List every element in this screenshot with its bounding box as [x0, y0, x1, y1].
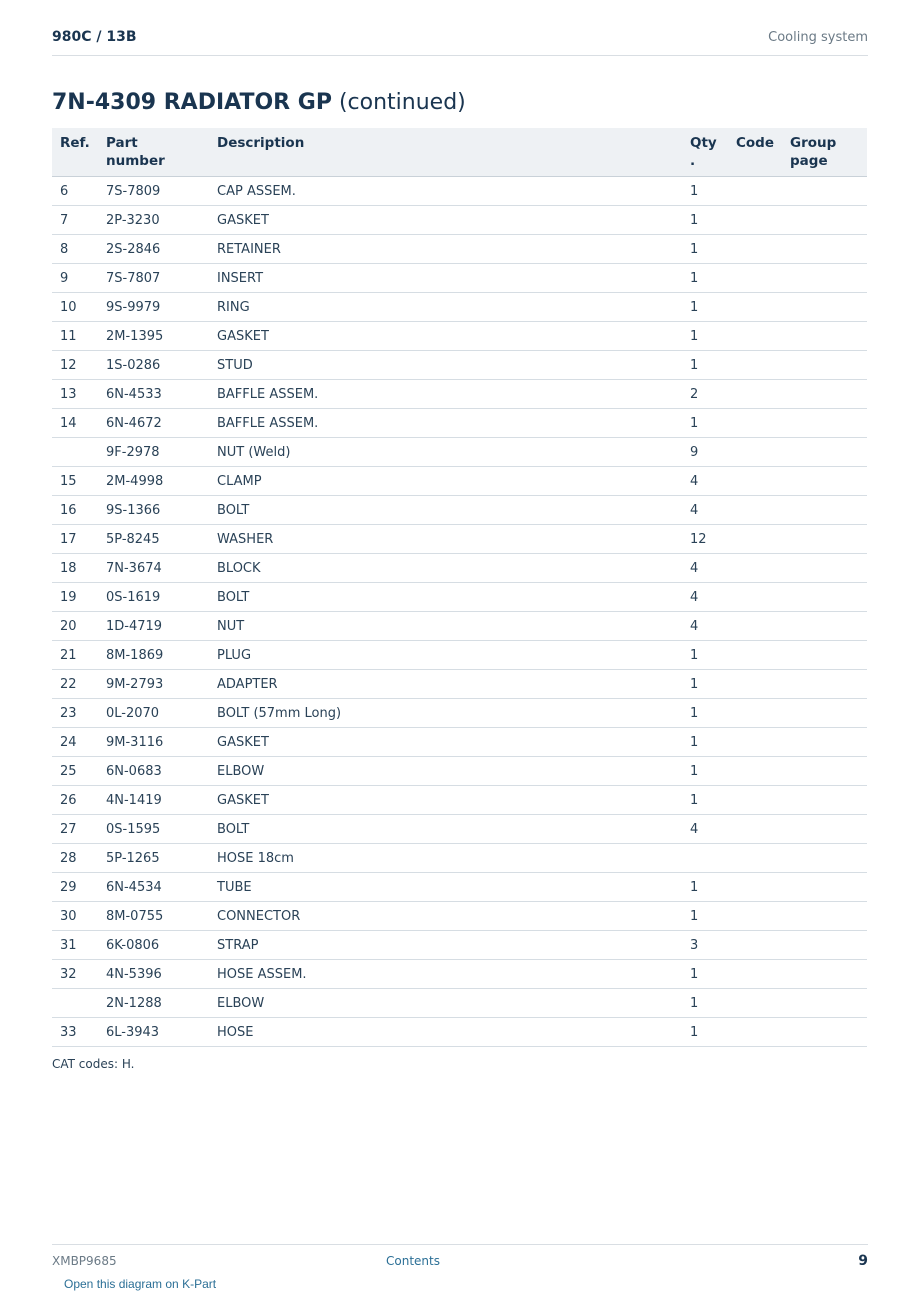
table-header-row: [52, 128, 867, 177]
cell-description: STUD: [209, 351, 682, 380]
cell-part-number: 9M-3116: [98, 728, 209, 757]
cell-code: [728, 728, 782, 757]
cell-qty: 9: [682, 438, 728, 467]
table-row: [52, 728, 867, 757]
cell-ref: 26: [52, 786, 98, 815]
cell-ref: 30: [52, 902, 98, 931]
cell-part-number: 7N-3674: [98, 554, 209, 583]
cell-qty: 1: [682, 670, 728, 699]
cell-part-number: 6K-0806: [98, 931, 209, 960]
cell-qty: 1: [682, 409, 728, 438]
cell-description: TUBE: [209, 873, 682, 902]
cell-description: ADAPTER: [209, 670, 682, 699]
cell-description: RING: [209, 293, 682, 322]
cell-part-number: 8M-1869: [98, 641, 209, 670]
cell-description: BAFFLE ASSEM.: [209, 380, 682, 409]
cell-group-page: [782, 902, 867, 931]
cell-description: BLOCK: [209, 554, 682, 583]
table-row: [52, 989, 867, 1018]
cell-ref: 27: [52, 815, 98, 844]
cell-description: RETAINER: [209, 235, 682, 264]
page-title: [52, 90, 466, 115]
cell-group-page: [782, 612, 867, 641]
cell-code: [728, 380, 782, 409]
cell-ref: 16: [52, 496, 98, 525]
cell-qty: 1: [682, 757, 728, 786]
cell-group-page: [782, 235, 867, 264]
cell-group-page: [782, 467, 867, 496]
cell-part-number: 2S-2846: [98, 235, 209, 264]
cell-group-page: [782, 728, 867, 757]
table-row: [52, 293, 867, 322]
cell-group-page: [782, 583, 867, 612]
cell-code: [728, 206, 782, 235]
title-suffix: (continued): [338, 90, 466, 115]
cell-code: [728, 438, 782, 467]
cell-qty: 1: [682, 293, 728, 322]
column-header-code: Code: [728, 128, 782, 177]
table-row: [52, 670, 867, 699]
table-row: [52, 380, 867, 409]
table-row: [52, 1018, 867, 1047]
cell-ref: 8: [52, 235, 98, 264]
cell-code: [728, 960, 782, 989]
cell-ref: 19: [52, 583, 98, 612]
table-row: [52, 206, 867, 235]
cell-part-number: 4N-5396: [98, 960, 209, 989]
table-row: [52, 699, 867, 728]
cell-part-number: 2N-1288: [98, 989, 209, 1018]
cell-part-number: 7S-7809: [98, 177, 209, 206]
cell-code: [728, 815, 782, 844]
cell-code: [728, 757, 782, 786]
cell-description: WASHER: [209, 525, 682, 554]
cell-qty: 1: [682, 1018, 728, 1047]
cell-description: BOLT (57mm Long): [209, 699, 682, 728]
cell-part-number: 7S-7807: [98, 264, 209, 293]
cell-description: HOSE 18cm: [209, 844, 682, 873]
cell-code: [728, 409, 782, 438]
table-row: [52, 786, 867, 815]
cell-description: NUT: [209, 612, 682, 641]
cell-description: NUT (Weld): [209, 438, 682, 467]
cell-qty: 1: [682, 786, 728, 815]
table-row: [52, 525, 867, 554]
parts-table: [52, 128, 867, 1047]
cell-description: GASKET: [209, 322, 682, 351]
cell-part-number: 8M-0755: [98, 902, 209, 931]
cell-ref: [52, 989, 98, 1018]
table-row: [52, 351, 867, 380]
cell-description: BOLT: [209, 583, 682, 612]
cell-code: [728, 177, 782, 206]
cell-group-page: [782, 264, 867, 293]
table-row: [52, 322, 867, 351]
cell-code: [728, 989, 782, 1018]
cell-description: CONNECTOR: [209, 902, 682, 931]
cell-group-page: [782, 960, 867, 989]
cell-part-number: 2P-3230: [98, 206, 209, 235]
cell-code: [728, 1018, 782, 1047]
cell-description: BOLT: [209, 815, 682, 844]
cell-qty: 1: [682, 264, 728, 293]
cell-qty: 1: [682, 641, 728, 670]
cell-group-page: [782, 757, 867, 786]
cell-qty: 3: [682, 931, 728, 960]
cell-ref: 14: [52, 409, 98, 438]
contents-link[interactable]: Contents: [386, 1254, 440, 1268]
cell-description: PLUG: [209, 641, 682, 670]
cell-description: GASKET: [209, 786, 682, 815]
table-row: [52, 467, 867, 496]
cell-code: [728, 235, 782, 264]
cell-group-page: [782, 438, 867, 467]
cell-part-number: 1D-4719: [98, 612, 209, 641]
cell-ref: 20: [52, 612, 98, 641]
cell-part-number: 6N-0683: [98, 757, 209, 786]
cell-qty: 1: [682, 322, 728, 351]
cell-code: [728, 467, 782, 496]
cell-qty: 1: [682, 960, 728, 989]
page-number: 9: [858, 1253, 868, 1269]
cell-ref: 21: [52, 641, 98, 670]
cell-code: [728, 902, 782, 931]
cell-part-number: 5P-8245: [98, 525, 209, 554]
cell-group-page: [782, 873, 867, 902]
cell-ref: 29: [52, 873, 98, 902]
cell-group-page: [782, 177, 867, 206]
cell-qty: 1: [682, 873, 728, 902]
cell-group-page: [782, 293, 867, 322]
cell-ref: 32: [52, 960, 98, 989]
section-name: Cooling system: [768, 30, 868, 45]
cell-group-page: [782, 1018, 867, 1047]
cell-qty: 1: [682, 728, 728, 757]
table-row: [52, 264, 867, 293]
cell-ref: 9: [52, 264, 98, 293]
cell-description: GASKET: [209, 206, 682, 235]
cell-code: [728, 322, 782, 351]
table-row: [52, 235, 867, 264]
parts-table-body: [52, 177, 867, 1047]
cell-ref: 24: [52, 728, 98, 757]
cell-code: [728, 583, 782, 612]
page-header: [52, 27, 868, 56]
cell-part-number: 9S-9979: [98, 293, 209, 322]
cell-ref: 17: [52, 525, 98, 554]
cell-group-page: [782, 641, 867, 670]
cell-qty: 4: [682, 815, 728, 844]
cell-description: GASKET: [209, 728, 682, 757]
cell-code: [728, 525, 782, 554]
cell-part-number: 2M-1395: [98, 322, 209, 351]
cell-part-number: 0S-1619: [98, 583, 209, 612]
cell-code: [728, 786, 782, 815]
cell-part-number: 9F-2978: [98, 438, 209, 467]
cell-ref: 13: [52, 380, 98, 409]
table-row: [52, 496, 867, 525]
table-row: [52, 641, 867, 670]
cell-group-page: [782, 380, 867, 409]
cell-description: CLAMP: [209, 467, 682, 496]
cell-qty: 4: [682, 496, 728, 525]
cell-code: [728, 670, 782, 699]
cell-ref: 22: [52, 670, 98, 699]
cell-code: [728, 873, 782, 902]
cell-qty: 1: [682, 177, 728, 206]
table-row: [52, 844, 867, 873]
cell-description: BOLT: [209, 496, 682, 525]
cell-qty: 1: [682, 902, 728, 931]
cell-group-page: [782, 786, 867, 815]
table-row: [52, 612, 867, 641]
cell-part-number: 5P-1265: [98, 844, 209, 873]
cell-part-number: 9S-1366: [98, 496, 209, 525]
cell-qty: 4: [682, 583, 728, 612]
column-header-part-number: Part number: [98, 128, 209, 177]
cell-group-page: [782, 554, 867, 583]
document-id: XMBP9685: [52, 1254, 117, 1268]
cell-group-page: [782, 815, 867, 844]
cell-qty: 4: [682, 554, 728, 583]
cell-ref: 12: [52, 351, 98, 380]
cell-ref: 28: [52, 844, 98, 873]
cell-group-page: [782, 351, 867, 380]
cell-code: [728, 931, 782, 960]
table-row: [52, 438, 867, 467]
cell-part-number: 0L-2070: [98, 699, 209, 728]
cell-ref: 11: [52, 322, 98, 351]
column-header-description: Description: [209, 128, 682, 177]
cell-qty: 1: [682, 351, 728, 380]
cell-ref: [52, 438, 98, 467]
cell-group-page: [782, 496, 867, 525]
cell-code: [728, 554, 782, 583]
cell-code: [728, 293, 782, 322]
cell-part-number: 9M-2793: [98, 670, 209, 699]
title-main: 7N-4309 RADIATOR GP: [52, 90, 332, 115]
cell-part-number: 2M-4998: [98, 467, 209, 496]
column-header-qty: Qty .: [682, 128, 728, 177]
table-row: [52, 177, 867, 206]
cell-group-page: [782, 931, 867, 960]
cell-group-page: [782, 525, 867, 554]
cell-group-page: [782, 699, 867, 728]
cell-code: [728, 699, 782, 728]
cell-qty: 12: [682, 525, 728, 554]
table-row: [52, 757, 867, 786]
cell-code: [728, 351, 782, 380]
cell-qty: 1: [682, 699, 728, 728]
cell-qty: 4: [682, 467, 728, 496]
cell-description: STRAP: [209, 931, 682, 960]
table-row: [52, 931, 867, 960]
cell-ref: 10: [52, 293, 98, 322]
cell-qty: 4: [682, 612, 728, 641]
cell-description: CAP ASSEM.: [209, 177, 682, 206]
cell-group-page: [782, 989, 867, 1018]
cell-ref: 7: [52, 206, 98, 235]
cell-ref: 33: [52, 1018, 98, 1047]
cell-code: [728, 496, 782, 525]
column-header-ref: Ref.: [52, 128, 98, 177]
cell-code: [728, 612, 782, 641]
cell-qty: 2: [682, 380, 728, 409]
cell-part-number: 4N-1419: [98, 786, 209, 815]
cell-qty: 1: [682, 235, 728, 264]
cell-group-page: [782, 322, 867, 351]
cell-part-number: 6L-3943: [98, 1018, 209, 1047]
cell-description: ELBOW: [209, 989, 682, 1018]
model-label: 980C / 13B: [52, 29, 137, 45]
cell-ref: 31: [52, 931, 98, 960]
cell-part-number: 6N-4534: [98, 873, 209, 902]
table-row: [52, 960, 867, 989]
cell-group-page: [782, 670, 867, 699]
cell-ref: 23: [52, 699, 98, 728]
cell-qty: 1: [682, 989, 728, 1018]
cell-description: ELBOW: [209, 757, 682, 786]
cell-group-page: [782, 206, 867, 235]
cell-code: [728, 264, 782, 293]
cell-description: HOSE ASSEM.: [209, 960, 682, 989]
cell-ref: 15: [52, 467, 98, 496]
cell-ref: 18: [52, 554, 98, 583]
cell-code: [728, 844, 782, 873]
cell-part-number: 6N-4672: [98, 409, 209, 438]
cat-codes-note: CAT codes: H.: [52, 1057, 135, 1071]
table-row: [52, 873, 867, 902]
cell-qty: 1: [682, 206, 728, 235]
cell-description: HOSE: [209, 1018, 682, 1047]
cell-group-page: [782, 844, 867, 873]
page-footer: [52, 1244, 868, 1291]
table-row: [52, 583, 867, 612]
table-row: [52, 902, 867, 931]
cell-description: INSERT: [209, 264, 682, 293]
cell-ref: 6: [52, 177, 98, 206]
cell-ref: 25: [52, 757, 98, 786]
cell-part-number: 1S-0286: [98, 351, 209, 380]
table-row: [52, 815, 867, 844]
cell-code: [728, 641, 782, 670]
cell-part-number: 0S-1595: [98, 815, 209, 844]
cell-description: BAFFLE ASSEM.: [209, 409, 682, 438]
table-row: [52, 409, 867, 438]
cell-group-page: [782, 409, 867, 438]
column-header-group-page: Group page: [782, 128, 867, 177]
kpart-diagram-link[interactable]: Open this diagram on K-Part: [64, 1277, 217, 1291]
table-row: [52, 554, 867, 583]
cell-qty: [682, 844, 728, 873]
cell-part-number: 6N-4533: [98, 380, 209, 409]
